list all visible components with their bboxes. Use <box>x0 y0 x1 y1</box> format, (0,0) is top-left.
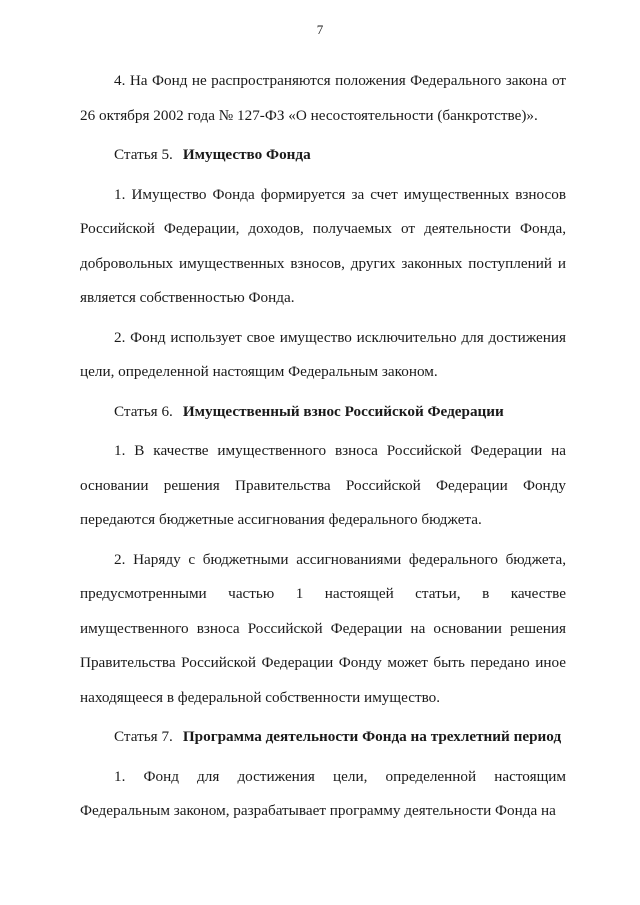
article-6-label: Статья 6. <box>114 402 173 420</box>
paragraph-art4-clause4: 4. На Фонд не распространяются положения Федерального закона от 26 октября 2002 года № 127-ФЗ «О несостоятельности (банкротстве)». <box>80 72 566 124</box>
article-5-title: Имущество Фонда <box>182 146 311 163</box>
paragraph-art6-clause2: 2. Наряду с бюджетными ассигнованиями федерального бюджета, предусмотренными частью 1 настоящей статьи, в качестве имущественного взноса Российской Федерации на основании решения Правительства Российской Федерации Фонду может быть передано иное находящееся в федеральной собственности имущество. <box>80 550 566 706</box>
article-5-label: Статья 5. <box>114 146 173 163</box>
article-6-title: Имущественный взнос Российской Федерации <box>182 402 504 420</box>
paragraph-art5-clause1: 1. Имущество Фонда формируется за счет имущественных взносов Российской Федерации, доходов, получаемых от деятельности Фонда, добровольных имущественных взносов, других законных поступлений и является собственностью Фонда. <box>80 185 566 306</box>
paragraph-art5-clause2: 2. Фонд использует свое имущество исключительно для достижения цели, определенной настоящим Федеральным законом. <box>80 328 566 380</box>
article-5-heading <box>80 138 566 173</box>
article-6-heading <box>80 395 566 430</box>
paragraph-art6-clause1: 1. В качестве имущественного взноса Российской Федерации на основании решения Правительства Российской Федерации Фонду передаются бюджетные ассигнования федерального бюджета. <box>80 442 566 528</box>
article-7-label: Статья 7. <box>114 728 173 745</box>
paragraph-art7-clause1: 1. Фонд для достижения цели, определенной настоящим Федеральным законом, разрабатывает программу деятельности Фонда на <box>80 767 566 819</box>
article-7-heading <box>80 720 566 755</box>
document-body <box>80 64 566 834</box>
article-7-title: Программа деятельности Фонда на трехлетний период <box>182 728 562 745</box>
page-number: 7 <box>316 22 324 37</box>
